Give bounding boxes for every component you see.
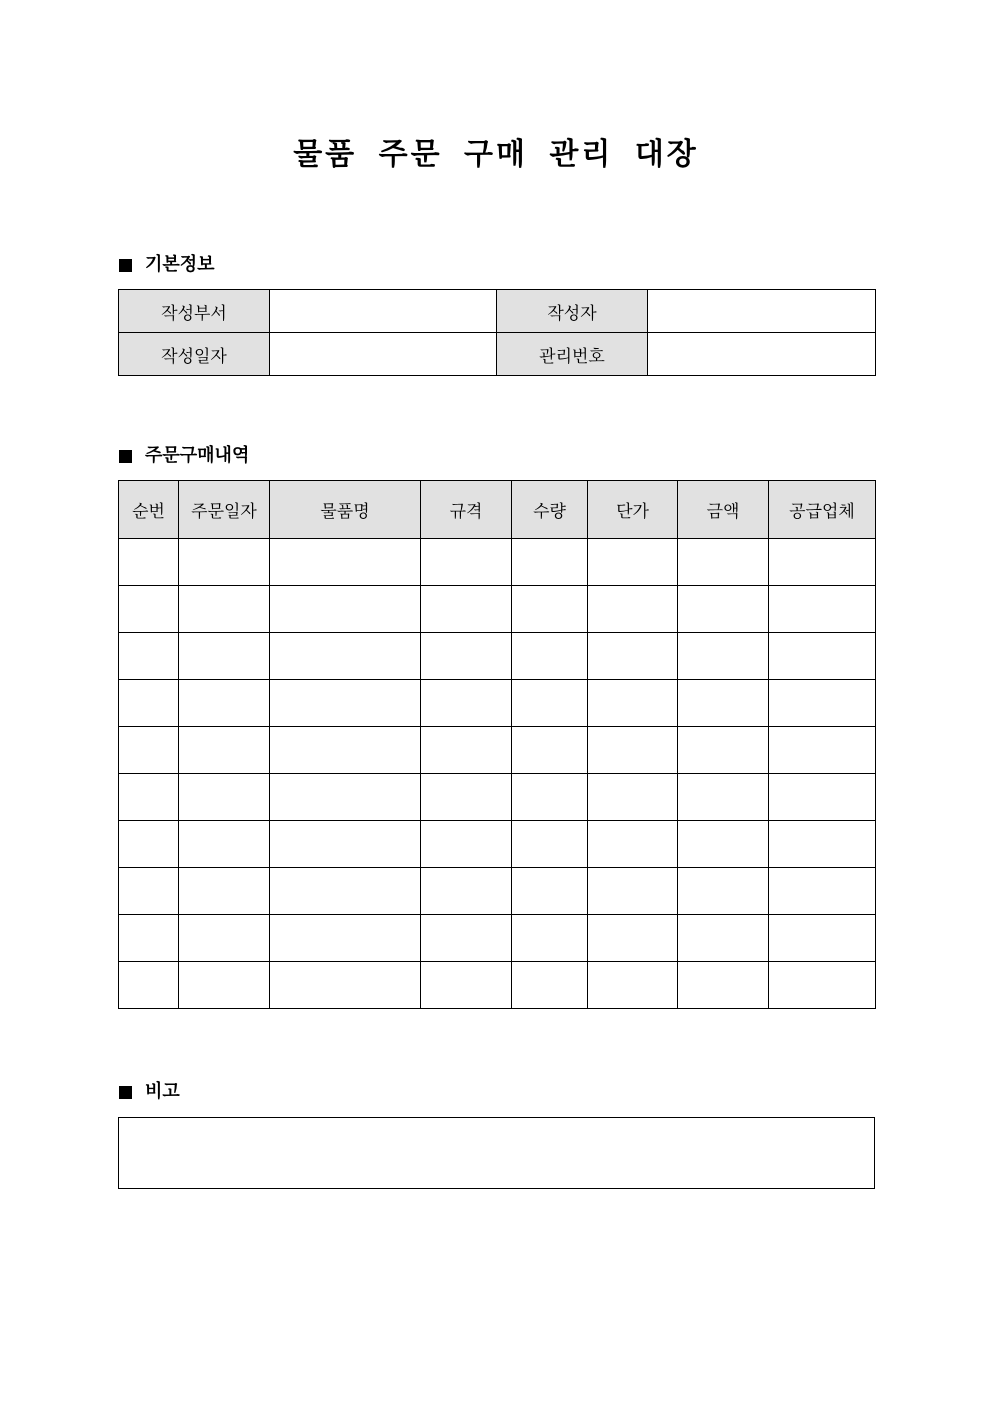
unit-price-cell[interactable] bbox=[588, 868, 678, 915]
column-header-supplier: 공급업체 bbox=[769, 481, 876, 539]
quantity-cell[interactable] bbox=[512, 539, 588, 586]
quantity-cell[interactable] bbox=[512, 962, 588, 1009]
supplier-cell[interactable] bbox=[769, 680, 876, 727]
spec-cell[interactable] bbox=[421, 586, 512, 633]
quantity-cell[interactable] bbox=[512, 680, 588, 727]
item-name-cell[interactable] bbox=[270, 633, 421, 680]
supplier-cell[interactable] bbox=[769, 586, 876, 633]
amount-cell[interactable] bbox=[678, 821, 769, 868]
column-header-item-name: 물품명 bbox=[270, 481, 421, 539]
black-square-icon bbox=[119, 1086, 132, 1099]
seq-cell[interactable] bbox=[119, 586, 179, 633]
order-date-cell[interactable] bbox=[179, 962, 270, 1009]
supplier-cell[interactable] bbox=[769, 915, 876, 962]
order-date-cell[interactable] bbox=[179, 821, 270, 868]
amount-cell[interactable] bbox=[678, 774, 769, 821]
department-field[interactable] bbox=[270, 290, 497, 333]
spec-cell[interactable] bbox=[421, 633, 512, 680]
item-name-cell[interactable] bbox=[270, 962, 421, 1009]
supplier-cell[interactable] bbox=[769, 821, 876, 868]
info-label-author: 작성자 bbox=[497, 290, 648, 333]
table-row bbox=[119, 962, 876, 1009]
supplier-cell[interactable] bbox=[769, 539, 876, 586]
spec-cell[interactable] bbox=[421, 774, 512, 821]
item-name-cell[interactable] bbox=[270, 680, 421, 727]
seq-cell[interactable] bbox=[119, 868, 179, 915]
supplier-cell[interactable] bbox=[769, 962, 876, 1009]
item-name-cell[interactable] bbox=[270, 727, 421, 774]
table-row bbox=[119, 633, 876, 680]
management-number-field[interactable] bbox=[648, 333, 876, 376]
order-date-cell[interactable] bbox=[179, 727, 270, 774]
column-header-unit-price: 단가 bbox=[588, 481, 678, 539]
unit-price-cell[interactable] bbox=[588, 774, 678, 821]
spec-cell[interactable] bbox=[421, 868, 512, 915]
black-square-icon bbox=[119, 450, 132, 463]
item-name-cell[interactable] bbox=[270, 586, 421, 633]
item-name-cell[interactable] bbox=[270, 539, 421, 586]
unit-price-cell[interactable] bbox=[588, 633, 678, 680]
page-title: 물품 주문 구매 관리 대장 bbox=[293, 137, 699, 172]
table-row bbox=[119, 539, 876, 586]
amount-cell[interactable] bbox=[678, 727, 769, 774]
spec-cell[interactable] bbox=[421, 821, 512, 868]
table-row bbox=[119, 680, 876, 727]
info-label-date: 작성일자 bbox=[119, 333, 270, 376]
order-date-cell[interactable] bbox=[179, 774, 270, 821]
quantity-cell[interactable] bbox=[512, 821, 588, 868]
order-date-cell[interactable] bbox=[179, 680, 270, 727]
column-header-seq: 순번 bbox=[119, 481, 179, 539]
order-date-cell[interactable] bbox=[179, 539, 270, 586]
supplier-cell[interactable] bbox=[769, 633, 876, 680]
amount-cell[interactable] bbox=[678, 586, 769, 633]
seq-cell[interactable] bbox=[119, 633, 179, 680]
amount-cell[interactable] bbox=[678, 962, 769, 1009]
spec-cell[interactable] bbox=[421, 727, 512, 774]
basic-info-heading bbox=[119, 253, 215, 277]
quantity-cell[interactable] bbox=[512, 727, 588, 774]
seq-cell[interactable] bbox=[119, 821, 179, 868]
date-field[interactable] bbox=[270, 333, 497, 376]
supplier-cell[interactable] bbox=[769, 727, 876, 774]
quantity-cell[interactable] bbox=[512, 633, 588, 680]
remarks-field[interactable] bbox=[118, 1117, 875, 1189]
table-row bbox=[119, 727, 876, 774]
seq-cell[interactable] bbox=[119, 962, 179, 1009]
column-header-amount: 금액 bbox=[678, 481, 769, 539]
supplier-cell[interactable] bbox=[769, 868, 876, 915]
supplier-cell[interactable] bbox=[769, 774, 876, 821]
author-field[interactable] bbox=[648, 290, 876, 333]
seq-cell[interactable] bbox=[119, 680, 179, 727]
item-name-cell[interactable] bbox=[270, 774, 421, 821]
quantity-cell[interactable] bbox=[512, 868, 588, 915]
unit-price-cell[interactable] bbox=[588, 586, 678, 633]
unit-price-cell[interactable] bbox=[588, 962, 678, 1009]
orders-heading bbox=[119, 444, 249, 468]
amount-cell[interactable] bbox=[678, 868, 769, 915]
info-label-management-number: 관리번호 bbox=[497, 333, 648, 376]
basic-info-heading-label: 기본정보 bbox=[145, 254, 215, 275]
seq-cell[interactable] bbox=[119, 774, 179, 821]
seq-cell[interactable] bbox=[119, 727, 179, 774]
column-header-order-date: 주문일자 bbox=[179, 481, 270, 539]
column-header-quantity: 수량 bbox=[512, 481, 588, 539]
quantity-cell[interactable] bbox=[512, 915, 588, 962]
black-square-icon bbox=[119, 259, 132, 272]
unit-price-cell[interactable] bbox=[588, 539, 678, 586]
orders-table bbox=[118, 480, 876, 1009]
table-row bbox=[119, 868, 876, 915]
table-row bbox=[119, 586, 876, 633]
quantity-cell[interactable] bbox=[512, 586, 588, 633]
spec-cell[interactable] bbox=[421, 915, 512, 962]
table-row bbox=[119, 915, 876, 962]
remarks-heading bbox=[119, 1080, 180, 1104]
seq-cell[interactable] bbox=[119, 539, 179, 586]
amount-cell[interactable] bbox=[678, 680, 769, 727]
order-date-cell[interactable] bbox=[179, 586, 270, 633]
order-date-cell[interactable] bbox=[179, 915, 270, 962]
item-name-cell[interactable] bbox=[270, 821, 421, 868]
order-date-cell[interactable] bbox=[179, 633, 270, 680]
spec-cell[interactable] bbox=[421, 962, 512, 1009]
spec-cell[interactable] bbox=[421, 680, 512, 727]
seq-cell[interactable] bbox=[119, 915, 179, 962]
table-row bbox=[119, 774, 876, 821]
item-name-cell[interactable] bbox=[270, 868, 421, 915]
item-name-cell[interactable] bbox=[270, 915, 421, 962]
info-label-department: 작성부서 bbox=[119, 290, 270, 333]
table-row bbox=[119, 821, 876, 868]
basic-info-table bbox=[118, 289, 876, 376]
info-row bbox=[119, 333, 876, 376]
spec-cell[interactable] bbox=[421, 539, 512, 586]
unit-price-cell[interactable] bbox=[588, 727, 678, 774]
amount-cell[interactable] bbox=[678, 915, 769, 962]
info-row bbox=[119, 290, 876, 333]
remarks-heading-label: 비고 bbox=[145, 1081, 180, 1102]
amount-cell[interactable] bbox=[678, 539, 769, 586]
order-date-cell[interactable] bbox=[179, 868, 270, 915]
orders-header-row bbox=[119, 481, 876, 539]
column-header-spec: 규격 bbox=[421, 481, 512, 539]
orders-heading-label: 주문구매내역 bbox=[145, 445, 250, 466]
unit-price-cell[interactable] bbox=[588, 680, 678, 727]
unit-price-cell[interactable] bbox=[588, 915, 678, 962]
unit-price-cell[interactable] bbox=[588, 821, 678, 868]
quantity-cell[interactable] bbox=[512, 774, 588, 821]
amount-cell[interactable] bbox=[678, 633, 769, 680]
